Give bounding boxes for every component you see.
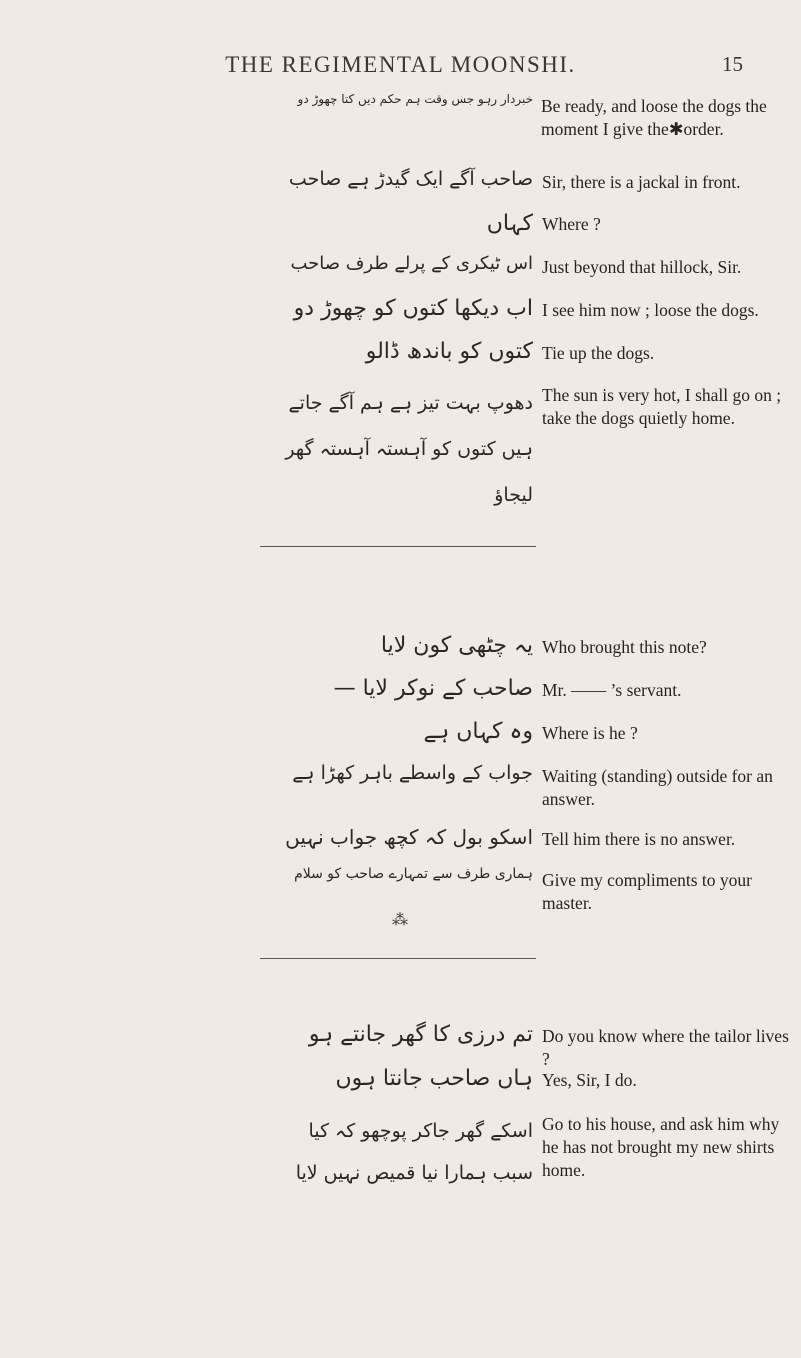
english-line: Where ?	[542, 214, 601, 234]
urdu-line: اب دیکھا کتوں کو چھوڑ دو	[293, 296, 533, 321]
asterism-ornament: ⁂	[392, 912, 406, 929]
english-line: Do you know where the tailor lives ?	[542, 1026, 789, 1069]
urdu-line: جواب کے واسطے باہر کھڑا ہے	[292, 762, 533, 784]
english-line: Yes, Sir, I do.	[542, 1070, 637, 1090]
urdu-line: اسکو بول کہ کچھ جواب نہیں	[285, 825, 533, 849]
english-line: The sun is very hot, I shall go on ; take the dogs quietly home.	[542, 385, 782, 428]
section-divider	[260, 546, 536, 547]
urdu-line: وہ کہاں ہے	[423, 719, 533, 744]
urdu-line: کتوں کو باندھ ڈالو	[365, 339, 533, 364]
urdu-line: خبردار رہو جس وقت ہم حکم دیں کتا چھوڑ دو	[297, 92, 533, 106]
english-line: Go to his house, and ask him why he has not brought my new shirts home.	[542, 1114, 780, 1180]
english-line: Mr. —— ’s servant.	[542, 680, 682, 700]
english-line: Where is he ?	[542, 723, 638, 743]
page-number: 15	[722, 52, 743, 76]
english-line: I see him now ; loose the dogs.	[542, 300, 759, 320]
english-line: Tie up the dogs.	[542, 343, 655, 363]
urdu-line: صاحب کے نوکر لایا —	[333, 676, 533, 701]
urdu-line: ہماری طرف سے تمہارے صاحب کو سلام	[294, 866, 533, 882]
urdu-line: ہاں صاحب جانتا ہوں	[335, 1066, 533, 1091]
english-line: Tell him there is no answer.	[542, 829, 736, 849]
urdu-line: یہ چٹھی کون لایا	[380, 633, 533, 658]
urdu-line: تم درزی کا گھر جانتے ہو	[308, 1022, 533, 1047]
english-line: Who brought this note?	[542, 637, 707, 657]
running-title: THE REGIMENTAL MOONSHI.	[225, 52, 576, 77]
urdu-line: اس ٹیکری کے پرلے طرف صاحب	[290, 253, 533, 274]
english-line: Just beyond that hillock, Sir.	[542, 257, 742, 277]
english-line: Be ready, and loose the dogs the moment I give the✱order.	[541, 96, 767, 139]
english-line: Waiting (standing) outside for an answer.	[542, 766, 773, 809]
english-line: Give my compliments to your master.	[542, 870, 752, 913]
urdu-line: کہاں	[486, 211, 533, 236]
urdu-line: اسکے گھر جاکر پوچھو کہ کیا سبب ہمارا نیا قمیص نہیں لایا	[295, 1120, 533, 1184]
urdu-line: صاحب آگے ایک گیدڑ ہے صاحب	[288, 168, 533, 190]
urdu-line: دھوپ بہت تیز ہے ہم آگے جاتے ہیں کتوں کو آہستہ آہستہ گھر لیجاؤ	[285, 392, 533, 506]
english-line: Sir, there is a jackal in front.	[542, 172, 741, 192]
section-divider	[260, 958, 536, 959]
